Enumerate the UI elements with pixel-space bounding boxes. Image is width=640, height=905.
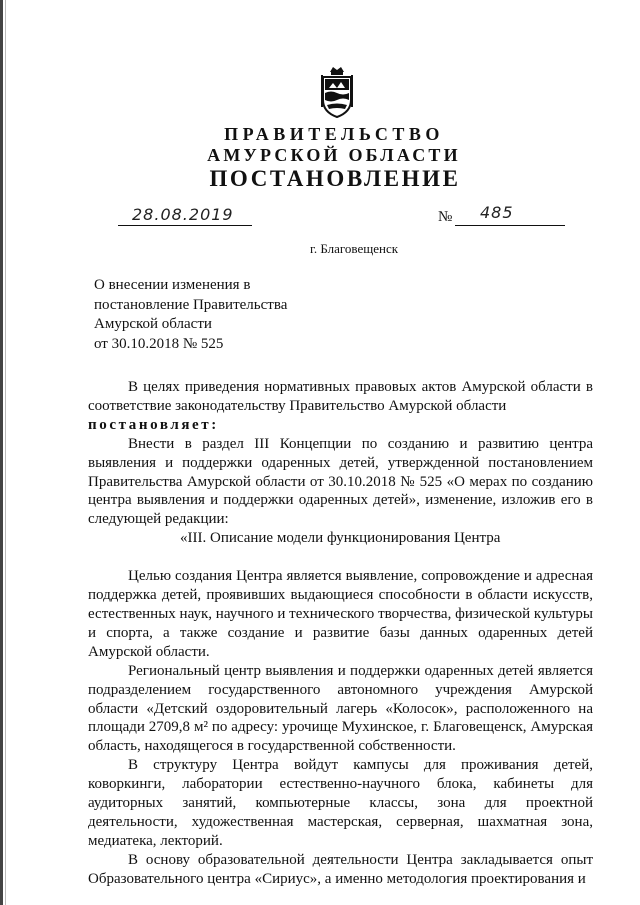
document-number: 485 — [480, 203, 514, 222]
section-title: «III. Описание модели функционирования Центра — [180, 530, 501, 547]
org-name-line1: ПРАВИТЕЛЬСТВО — [224, 124, 444, 144]
document-date: 28.08.2019 — [132, 205, 234, 224]
document-type: ПОСТАНОВЛЕНИЕ — [209, 166, 461, 191]
number-underline — [455, 225, 565, 226]
paragraph-structure: В структуру Центра войдут кампусы для проживания детей, коворкинги, лаборатории естественно-научного блока, кабинеты для аудиторных занятий, компьютерные классы, зона для проектной деятельности, художественная мастерская, серверная, шахматная зона, медиатека, лекторий. — [88, 757, 593, 849]
paragraph-location: Региональный центр выявления и поддержки одаренных детей является подразделением государственного автономного учреждения Амурской области «Детский оздоровительный лагерь «Колосок», расположенного на площади 2709,8 м² по адресу: урочище Мухинское, г. Благовещенск, Амурская область, находящегося в государственной собственности. — [88, 662, 593, 755]
subject-line: Амурской области — [94, 316, 212, 332]
document-subject — [94, 276, 287, 354]
intro-paragraph: В целях приведения нормативных правовых актов Амурской области в соответствие законодательству Правительство Амурской области — [88, 379, 593, 414]
subject-line: от 30.10.2018 № 525 — [94, 335, 224, 352]
subject-line: О внесении изменения в — [94, 277, 251, 293]
paragraph-basis: В основу образовательной деятельности Центра закладывается опыт Образовательного центра «Сириус», а именно методология проектирования и — [88, 851, 593, 887]
paragraph-goal: Целью создания Центра является выявление, сопровождение и адресная поддержка детей, проявивших выдающиеся способности в области искусств, естественных наук, научного и технического творчества, физической культуры и спорта, а также создание и развитие базы данных одаренных детей Амурской области. — [88, 568, 593, 660]
coat-of-arms-icon — [319, 66, 355, 118]
number-label: № — [438, 209, 453, 225]
city: г. Благовещенск — [309, 241, 399, 256]
subject-line: постановление Правительства — [94, 296, 288, 313]
resolve-word: постановляет: — [88, 416, 219, 433]
date-underline — [118, 225, 252, 226]
document-body — [88, 378, 593, 889]
item-paragraph: Внести в раздел III Концепции по созданию и развитию центра выявления и поддержки одаренных детей, утвержденной постановлением Правительства Амурской области от 30.10.2018 № 525 «О мерах по созданию центра выявления и поддержки одаренных детей», изменение, изложив его в следующей редакции: — [88, 435, 593, 528]
org-name-line2: АМУРСКОЙ ОБЛАСТИ — [207, 145, 461, 165]
